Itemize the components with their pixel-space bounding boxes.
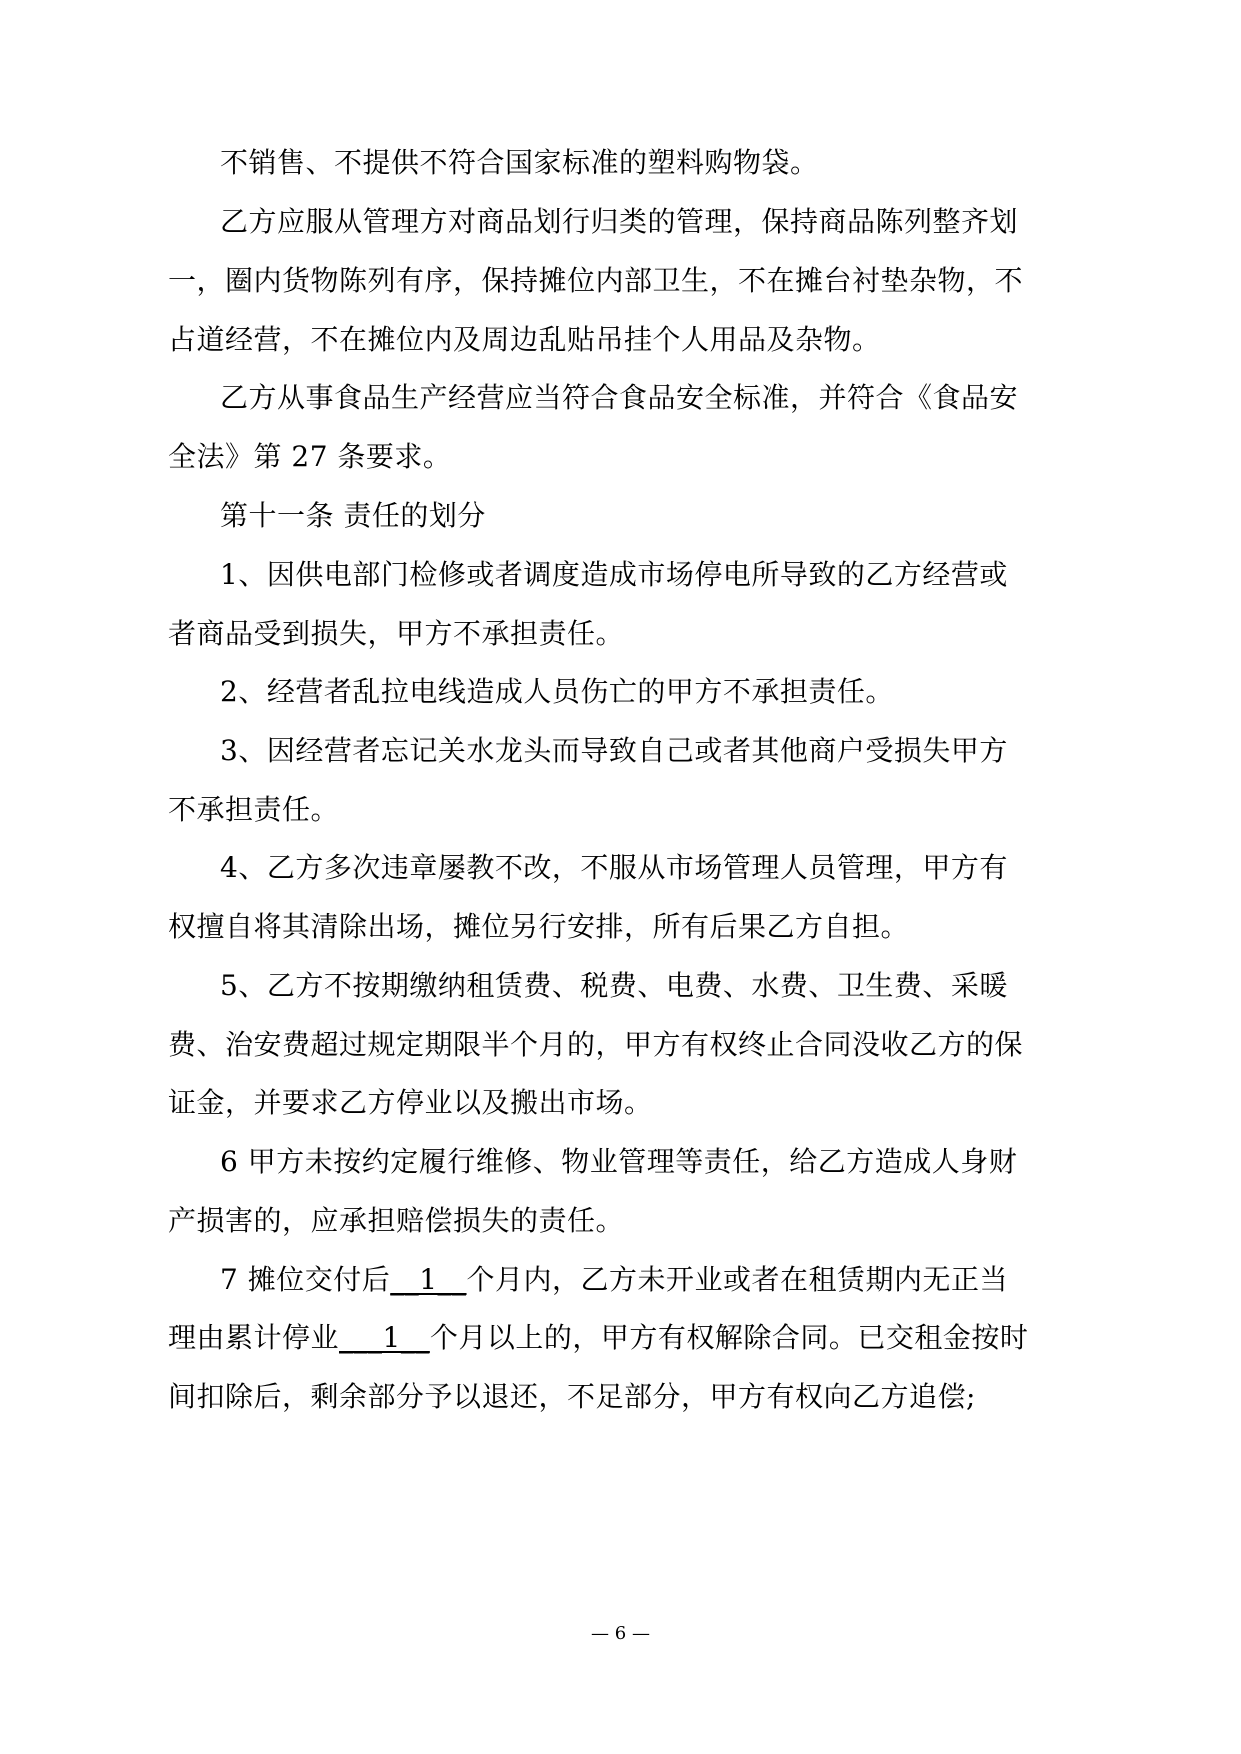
fill-in-blank: __1__ bbox=[390, 1263, 467, 1296]
clause-7-line-3: 间扣除后，剩余部分予以退还，不足部分，甲方有权向乙方追偿; bbox=[168, 1380, 976, 1413]
section-heading: 第十一条 责任的划分 bbox=[220, 499, 486, 532]
text-line: 不承担责任。 bbox=[168, 793, 340, 826]
text-line: 6 甲方未按约定履行维修、物业管理等责任，给乙方造成人身财 bbox=[220, 1145, 1018, 1178]
text-line: 乙方从事食品生产经营应当符合食品安全标准，并符合《食品安 bbox=[220, 381, 1019, 414]
fill-in-blank: ___1__ bbox=[339, 1321, 430, 1354]
text-line: 产损害的，应承担赔偿损失的责任。 bbox=[168, 1204, 625, 1237]
clause-7-line-2 bbox=[168, 1318, 1028, 1358]
text-segment: 个月以上的，甲方有权解除合同。已交租金按时 bbox=[429, 1321, 1029, 1354]
text-line: 者商品受到损失，甲方不承担责任。 bbox=[168, 617, 625, 650]
text-line: 占道经营，不在摊位内及周边乱贴吊挂个人用品及杂物。 bbox=[168, 323, 881, 356]
page-number: — 6 — bbox=[591, 1623, 650, 1644]
text-line: 4、乙方多次违章屡教不改，不服从市场管理人员管理，甲方有 bbox=[220, 851, 1008, 884]
text-line: 全法》第 27 条要求。 bbox=[168, 440, 452, 473]
text-segment: 个月内，乙方未开业或者在租赁期内无正当 bbox=[466, 1263, 1009, 1296]
text-line: 费、治安费超过规定期限半个月的，甲方有权终止合同没收乙方的保 bbox=[168, 1028, 1024, 1061]
text-line: 不销售、不提供不符合国家标准的塑料购物袋。 bbox=[220, 146, 819, 179]
clause-7-line-1 bbox=[220, 1260, 1008, 1300]
text-line: 证金，并要求乙方停业以及搬出市场。 bbox=[168, 1086, 653, 1119]
text-line: 5、乙方不按期缴纳租赁费、税费、电费、水费、卫生费、采暖 bbox=[220, 969, 1008, 1002]
text-line: 3、因经营者忘记关水龙头而导致自己或者其他商户受损失甲方 bbox=[220, 734, 1008, 767]
text-segment: 理由累计停业 bbox=[168, 1321, 340, 1354]
text-line: 1、因供电部门检修或者调度造成市场停电所导致的乙方经营或 bbox=[220, 558, 1008, 591]
text-line: 乙方应服从管理方对商品划行归类的管理，保持商品陈列整齐划 bbox=[220, 205, 1019, 238]
text-line: 2、经营者乱拉电线造成人员伤亡的甲方不承担责任。 bbox=[220, 675, 894, 708]
text-segment: 7 摊位交付后 bbox=[220, 1263, 391, 1296]
text-line: 权擅自将其清除出场，摊位另行安排，所有后果乙方自担。 bbox=[168, 910, 910, 943]
text-line: 一，圈内货物陈列有序，保持摊位内部卫生，不在摊台衬垫杂物，不 bbox=[168, 264, 1024, 297]
